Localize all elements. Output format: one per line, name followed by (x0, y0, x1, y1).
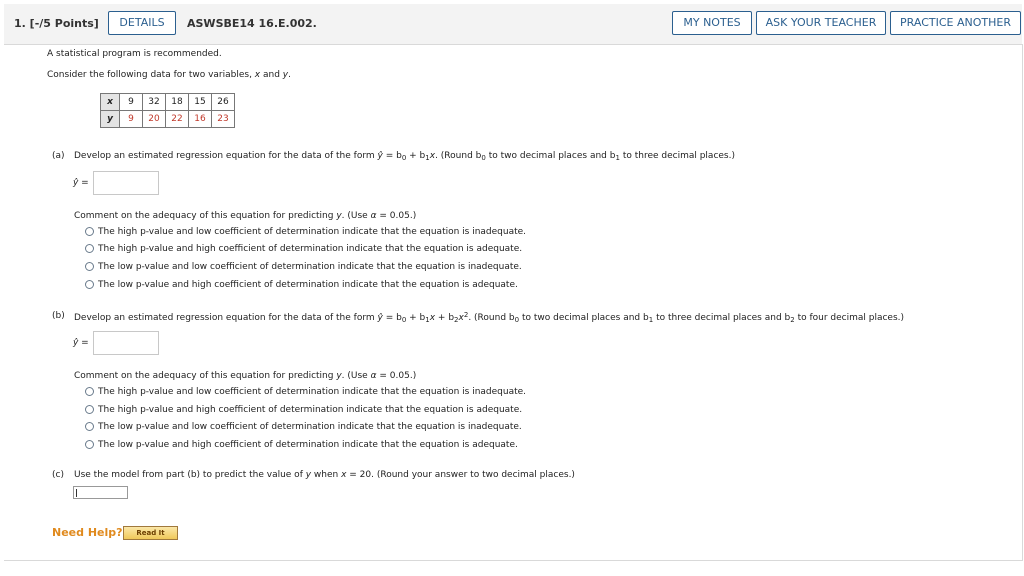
y-cell: 16 (189, 111, 212, 128)
part-a-option-3-radio[interactable] (85, 262, 94, 271)
part-a-option-2-label[interactable]: The high p-value and high coefficient of determination indicate that the equation is adequate. (98, 244, 523, 254)
part-c-prompt: Use the model from part (b) to predict the value of y when x = 20. (Round your answer to two decimal places.) (74, 470, 575, 480)
part-b-comment: Comment on the adequacy of this equation for predicting y. (Use α = 0.05.) (74, 371, 417, 381)
table-row (101, 94, 235, 111)
part-b-prompt: Develop an estimated regression equation for the data of the form ŷ = $b_0 + b_1x + b_2x^2$. (Round $b_0$ to two decimal places and $b_1$ to three decimal places and $b_2$ to four decimal places.) (74, 311, 905, 324)
need-help-label: Need Help? (52, 526, 123, 539)
part-a-option-1-label[interactable]: The high p-value and low coefficient of determination indicate that the equation is inadequate. (98, 227, 527, 237)
data-table (100, 93, 235, 128)
y-cell: 20 (143, 111, 166, 128)
question-header (4, 4, 1022, 45)
practice-another-button[interactable]: PRACTICE ANOTHER (890, 11, 1021, 35)
part-b-option-3-radio[interactable] (85, 422, 94, 431)
part-b-option-2-radio[interactable] (85, 405, 94, 414)
part-c-answer-input[interactable] (73, 486, 128, 499)
my-notes-button[interactable]: MY NOTES (672, 11, 752, 35)
x-cell: 32 (143, 94, 166, 111)
question-number: 1. [-/5 Points] (14, 17, 99, 30)
details-button[interactable]: DETAILS (108, 11, 176, 35)
y-cell: 22 (166, 111, 189, 128)
part-a-comment: Comment on the adequacy of this equation for predicting y. (Use α = 0.05.) (74, 211, 417, 221)
x-cell: 18 (166, 94, 189, 111)
intro-line-2: Consider the following data for two variables, x and y. (47, 70, 291, 80)
part-b-option-1-label[interactable]: The high p-value and low coefficient of determination indicate that the equation is inadequate. (98, 387, 527, 397)
intro-line-1: A statistical program is recommended. (47, 49, 222, 59)
part-a-equation-input[interactable] (93, 171, 159, 195)
part-b-option-1-radio[interactable] (85, 387, 94, 396)
part-b-answer-label: ŷ = (73, 338, 89, 348)
part-b-option-4-label[interactable]: The low p-value and high coefficient of determination indicate that the equation is adequate. (98, 440, 518, 450)
y-cell: 23 (212, 111, 235, 128)
part-a-option-2-radio[interactable] (85, 244, 94, 253)
part-a-answer-label: ŷ = (73, 178, 89, 188)
x-cell: 15 (189, 94, 212, 111)
x-cell: 9 (120, 94, 143, 111)
part-a-option-1-radio[interactable] (85, 227, 94, 236)
ask-teacher-button[interactable]: ASK YOUR TEACHER (756, 11, 886, 35)
x-header: x (101, 94, 120, 111)
part-a-letter: (a) (52, 151, 65, 161)
part-b-equation-input[interactable] (93, 331, 159, 355)
part-a-option-3-label[interactable]: The low p-value and low coefficient of determination indicate that the equation is inadequate. (98, 262, 522, 272)
part-a-option-4-label[interactable]: The low p-value and high coefficient of determination indicate that the equation is adequate. (98, 280, 518, 290)
part-b-option-3-label[interactable]: The low p-value and low coefficient of determination indicate that the equation is inadequate. (98, 422, 522, 432)
text-caret (76, 489, 77, 497)
part-b-option-2-label[interactable]: The high p-value and high coefficient of determination indicate that the equation is adequate. (98, 405, 523, 415)
part-a-option-4-radio[interactable] (85, 280, 94, 289)
x-cell: 26 (212, 94, 235, 111)
part-b-option-4-radio[interactable] (85, 440, 94, 449)
problem-code: ASWSBE14 16.E.002. (187, 17, 317, 30)
read-it-button[interactable]: Read It (123, 526, 178, 540)
part-c-letter: (c) (52, 470, 64, 480)
part-a-prompt: Develop an estimated regression equation for the data of the form ŷ = $b_0 + b_1x$. (Round $b_0$ to two decimal places and $b_1$ to three decimal places.) (74, 151, 735, 162)
part-b-letter: (b) (52, 311, 65, 321)
y-header: y (101, 111, 120, 128)
table-row (101, 111, 235, 128)
y-cell: 9 (120, 111, 143, 128)
